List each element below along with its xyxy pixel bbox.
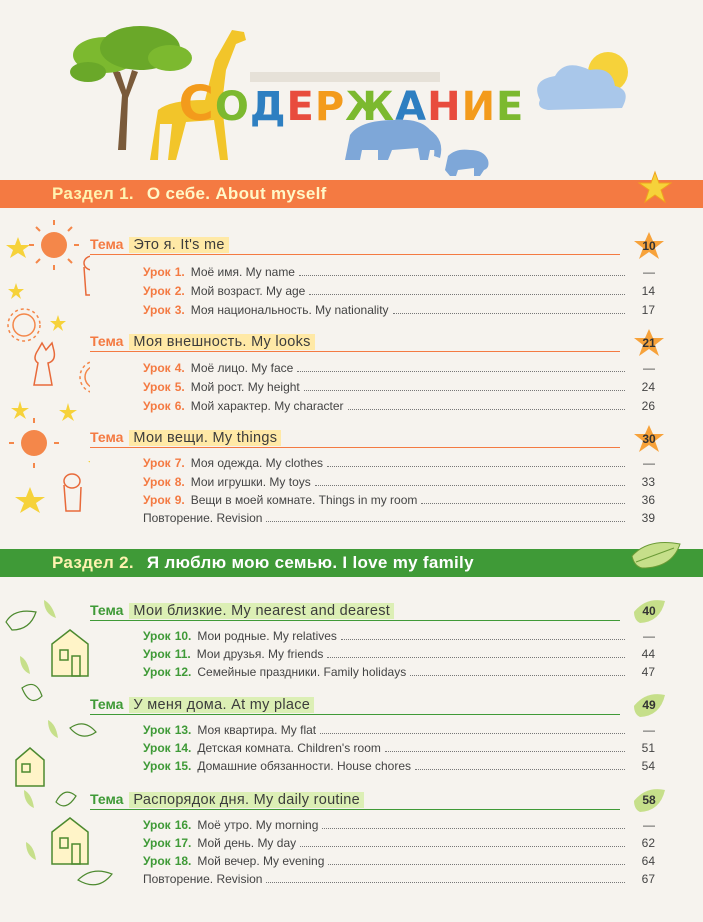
lesson-page: 33 [641,475,655,489]
star-icon [50,315,66,331]
theme-title: Распорядок дня. My daily routine [129,792,364,808]
lesson-word: Урок [143,380,171,394]
leader-dots [415,769,625,770]
lesson-title: Моя одежда. My clothes [190,456,324,470]
theme-row[interactable] [90,331,620,352]
lesson-title: Домашние обязанности. House chores [197,759,411,773]
leader-dots [304,390,625,391]
theme-page-marker [632,424,666,454]
lesson-page: — [643,456,655,470]
star-icon [11,401,29,419]
lesson-word: Урок [143,741,171,755]
lesson-title: Моё имя. My name [190,265,295,279]
lesson-number: 2. [174,284,185,298]
house-icon [52,630,88,676]
lesson-page: — [643,723,655,737]
lesson-word: Урок [143,723,171,737]
lesson-title: Семейные праздники. Family holidays [197,665,407,679]
lesson-word: Урок [143,665,171,679]
lesson-number: 12. [174,665,192,679]
theme-label: Тема [90,429,124,445]
leader-dots [297,371,625,372]
lesson-number: 13. [174,723,192,737]
title-letter: Е [286,84,315,130]
lesson-page: 44 [641,647,655,661]
lesson-row[interactable] [143,473,655,491]
sun-icon [8,309,40,341]
lesson-title: Моя национальность. My nationality [190,303,389,317]
lesson-page: 62 [641,836,655,850]
lesson-number: 3. [174,303,185,317]
leader-dots [327,466,625,467]
title-letter: С [178,76,215,132]
theme-label: Тема [90,236,124,252]
section-title: Я люблю мою семью. I love my family [146,553,474,572]
lesson-title: Мои родные. My relatives [197,629,337,643]
revision-row[interactable] [143,509,655,527]
star-icon [15,487,45,513]
leaf-icon [22,684,42,700]
lesson-number: 18. [174,854,192,868]
lesson-row[interactable] [143,739,655,757]
leader-dots [341,639,625,640]
title-letter: Е [496,84,525,130]
lesson-page: 17 [641,303,655,317]
theme-row[interactable] [90,427,620,448]
theme-row[interactable] [90,600,620,621]
star-icon [6,237,30,258]
section-number: Раздел 2. [52,553,134,572]
title-letter: А [395,84,428,130]
star-icon [59,403,77,421]
star-icon [8,283,24,299]
lesson-title: Моя квартира. My flat [197,723,317,737]
dog-icon [84,256,90,295]
lesson-number: 5. [174,380,185,394]
leader-dots [421,503,625,504]
lesson-number: 6. [174,399,185,413]
lesson-page: 24 [641,380,655,394]
lesson-number: 1. [174,265,185,279]
lesson-row[interactable] [143,454,655,472]
lesson-word: Урок [143,475,171,489]
lesson-page: 54 [641,759,655,773]
leaf-icon [628,538,684,572]
lesson-row[interactable] [143,282,655,300]
lesson-row[interactable] [143,378,655,396]
lesson-word: Урок [143,265,171,279]
leader-dots [315,485,625,486]
lesson-title: Вещи в моей комнате. Things in my room [190,493,418,507]
leader-dots [410,675,625,676]
theme-page-marker [632,328,666,358]
leader-dots [300,846,625,847]
theme-title: Мои близкие. My nearest and dearest [129,603,394,619]
lesson-page: — [643,361,655,375]
lesson-word: Урок [143,629,171,643]
lesson-word: Урок [143,303,171,317]
leader-dots [299,275,625,276]
lesson-row[interactable] [143,627,655,645]
theme-page: 10 [642,239,656,253]
theme-label: Тема [90,791,124,807]
lesson-word: Урок [143,759,171,773]
theme-page: 30 [642,432,656,446]
leaf-icon [24,790,34,808]
leaf-icon [70,724,96,736]
lesson-title: Мои игрушки. My toys [190,475,311,489]
dog-icon [64,474,81,511]
lesson-row[interactable] [143,852,655,870]
lesson-word: Урок [143,361,171,375]
theme-page: 58 [642,793,656,807]
title-letter: О [214,84,250,130]
lesson-number: 10. [174,629,192,643]
lesson-page: — [643,818,655,832]
lesson-word: Урок [143,493,171,507]
theme-title: Это я. It's me [129,237,228,253]
lesson-row[interactable] [143,663,655,681]
sun-icon [9,418,59,468]
lesson-word: Урок [143,399,171,413]
lesson-page: 64 [641,854,655,868]
lesson-row[interactable] [143,359,655,377]
lesson-page: 51 [641,741,655,755]
lesson-row[interactable] [143,816,655,834]
lesson-row[interactable] [143,721,655,739]
theme-page: 49 [642,698,656,712]
theme-title: У меня дома. At my place [129,697,314,713]
lesson-word: Урок [143,456,171,470]
leader-dots [393,313,625,314]
section-title: О себе. About myself [146,184,327,203]
leaf-icon [56,792,76,806]
leaf-icon [44,600,56,618]
lesson-title: Моё утро. My morning [197,818,319,832]
lesson-number: 9. [174,493,185,507]
lesson-number: 7. [174,456,185,470]
theme-row[interactable] [90,694,620,715]
lesson-title: Мой возраст. My age [190,284,306,298]
theme-page-marker [632,231,666,261]
leaf-icon [6,611,36,630]
lesson-title: Мой день. My day [197,836,297,850]
lesson-row[interactable] [143,834,655,852]
lesson-title: Повторение. Revision [143,511,263,525]
lesson-page: 47 [641,665,655,679]
revision-row[interactable] [143,870,655,888]
star-icon [638,170,672,206]
leader-dots [322,828,625,829]
lesson-page: 67 [641,872,655,886]
star-icon [88,455,90,471]
leader-dots [385,751,625,752]
section-1-decorations [0,215,90,535]
page-title [0,76,703,132]
theme-page-marker [632,596,666,626]
title-letter: Ж [345,84,396,130]
leaf-icon [26,842,36,860]
cat-icon [34,343,54,385]
theme-title: Мои вещи. My things [129,430,281,446]
title-letter: Р [314,84,346,130]
lesson-row[interactable] [143,397,655,415]
lesson-page: — [643,265,655,279]
title-letter: И [461,84,497,130]
house-icon [16,748,44,786]
leader-dots [320,733,625,734]
section-2-header [0,549,703,577]
lesson-page: 26 [641,399,655,413]
house-icon [52,818,88,864]
title-letter: Д [249,84,287,130]
lesson-number: 11. [174,647,191,661]
theme-title: Моя внешность. My looks [129,334,314,350]
lesson-page: 39 [641,511,655,525]
sun-icon [80,361,90,393]
lesson-number: 15. [174,759,192,773]
lesson-word: Урок [143,836,171,850]
lesson-title: Мой характер. My character [190,399,344,413]
title-letter: Н [427,84,462,130]
theme-label: Тема [90,602,124,618]
section-number: Раздел 1. [52,184,134,203]
lesson-title: Мой вечер. My evening [197,854,325,868]
theme-page: 40 [642,604,656,618]
lesson-title: Моё лицо. My face [190,361,294,375]
lesson-row[interactable] [143,263,655,281]
lesson-number: 14. [174,741,192,755]
leader-dots [266,882,625,883]
lesson-page: — [643,629,655,643]
theme-label: Тема [90,696,124,712]
leaf-icon [20,656,30,674]
lesson-page: 36 [641,493,655,507]
lesson-row[interactable] [143,491,655,509]
lesson-number: 4. [174,361,185,375]
leader-dots [266,521,625,522]
leaf-icon [48,720,58,738]
lesson-row[interactable] [143,301,655,319]
leader-dots [348,409,625,410]
section-2-decorations [0,590,120,900]
lesson-number: 16. [174,818,192,832]
lesson-page: 14 [641,284,655,298]
lesson-word: Урок [143,854,171,868]
lesson-word: Урок [143,284,171,298]
leader-dots [327,657,625,658]
theme-page-marker [632,690,666,720]
theme-row[interactable] [90,789,620,810]
section-1-header [0,180,703,208]
leader-dots [328,864,625,865]
lesson-word: Урок [143,818,171,832]
theme-page: 21 [642,336,656,350]
sun-icon [29,220,79,270]
leader-dots [309,294,625,295]
lesson-word: Урок [143,647,171,661]
lesson-row[interactable] [143,645,655,663]
lesson-title: Повторение. Revision [143,872,263,886]
lesson-title: Мои друзья. My friends [196,647,324,661]
theme-page-marker [632,785,666,815]
lesson-row[interactable] [143,757,655,775]
lesson-number: 17. [174,836,192,850]
lesson-number: 8. [174,475,185,489]
lesson-title: Детская комната. Children's room [197,741,381,755]
theme-label: Тема [90,333,124,349]
theme-row[interactable] [90,234,620,255]
lesson-title: Мой рост. My height [190,380,300,394]
leaf-icon [78,871,112,885]
